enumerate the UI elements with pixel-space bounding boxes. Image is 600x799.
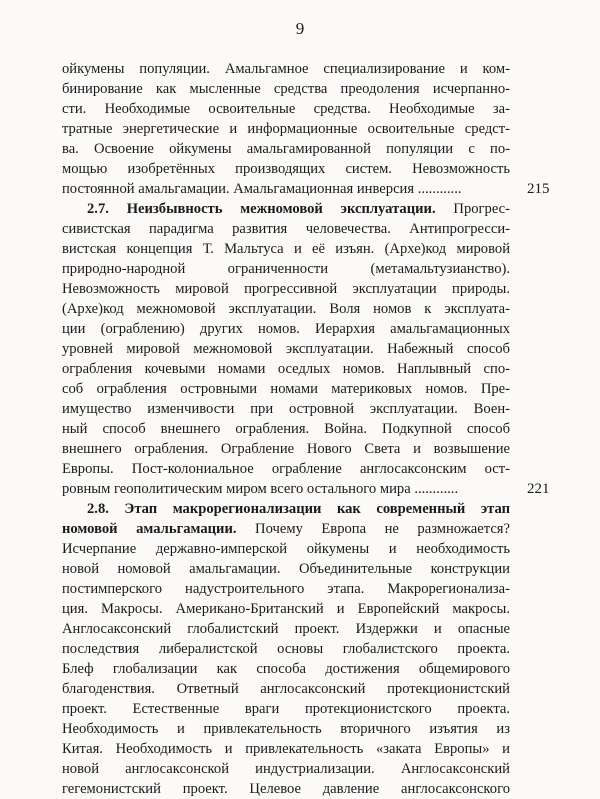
text-line: природно-народной ограниченности (метамальтузианство).	[62, 261, 510, 277]
text-line: постимперского надустроительного этапа. Макрорегионализа-	[62, 581, 510, 597]
text-line: последствия либералистской основы глобалистского проекта.	[62, 641, 510, 657]
section-heading-line	[62, 519, 510, 539]
table-of-contents	[62, 59, 510, 799]
text-line: Невозможность мировой прогрессивной эксплуатации природы.	[62, 281, 510, 297]
section-heading-line	[62, 199, 510, 219]
text-line: ция. Макросы. Американо-Британский и Европейский макросы.	[62, 601, 510, 617]
text-line: имущество изменчивости при островной эксплуатации. Воен-	[62, 401, 510, 417]
text-line: ограбления кочевыми номами оседлых номов. Наплывный спо-	[62, 361, 510, 377]
text-fragment: Прогрес-	[435, 201, 511, 217]
text-line: ровным геополитическим миром всего остального мира ............	[62, 481, 459, 497]
text-line: Исчерпание державно-имперской ойкумены и необходимость	[62, 541, 510, 557]
text-line: ва. Освоение ойкумены амальгамированной популяции с по-	[62, 141, 510, 157]
toc-page-ref: 221	[527, 481, 550, 497]
text-line: сивистская парадигма развития человечества. Антипрогресси-	[62, 221, 510, 237]
text-line: новой англосаксонской индустриализации. Англосаксонский	[62, 761, 510, 777]
text-line: внешнего ограбления. Ограбление Нового Света и возвышение	[62, 441, 510, 457]
text-line: Необходимость и привлекательность вторичного изъятия из	[62, 721, 510, 737]
text-line: проект. Естественные враги протекционистского проекта.	[62, 701, 510, 717]
text-line: ойкумены популяции. Амальгамное специализирование и ком-	[62, 61, 510, 77]
text-line: новой номовой амальгамации. Объединительные конструкции	[62, 561, 510, 577]
toc-page-ref: 215	[527, 181, 550, 197]
text-line: гегемонистский проект. Целевое давление англосаксонского	[62, 781, 510, 797]
text-line: ции (ограблению) других номов. Иерархия амальгамационных	[62, 321, 510, 337]
text-line: Англосаксонский глобалистский проект. Издержки и опасные	[62, 621, 510, 637]
section-heading: 2.8. Этап макрорегионализации как современный этап	[87, 501, 510, 517]
text-line: уровней мировой межномовой эксплуатации. Набежный способ	[62, 341, 510, 357]
text-line: тратные энергетические и информационные освоительные средст-	[62, 121, 510, 137]
text-line: мощью изобретённых производящих систем. Невозможность	[62, 161, 510, 177]
section-heading: 2.7. Неизбывность межномовой эксплуатации.	[87, 201, 436, 217]
text-line: Европы. Пост-колониальное ограбление англосаксонским ост-	[62, 461, 510, 477]
text-line: соб ограбления островными номами материковых номов. Пре-	[62, 381, 510, 397]
text-line: Блеф глобализации как способа достижения общемирового	[62, 661, 510, 677]
text-line: Китая. Необходимость и привлекательность «заката Европы» и	[62, 741, 510, 757]
section-heading-cont: номовой амальгамации.	[62, 521, 237, 537]
text-line: сти. Необходимые освоительные средства. Необходимые за-	[62, 101, 510, 117]
text-line: постоянной амальгамации. Амальгамационная инверсия ............	[62, 181, 462, 197]
text-line: ный способ внешнего ограбления. Война. Подкупной способ	[62, 421, 510, 437]
text-line: вистская концепция Т. Мальтуса и её изъян. (Архе)код мировой	[62, 241, 510, 257]
text-line: (Архе)код межномовой эксплуатации. Воля номов к эксплуата-	[62, 301, 510, 317]
text-line: благоденствия. Ответный англосаксонский протекционистский	[62, 681, 510, 697]
page-number: 9	[295, 19, 305, 38]
text-fragment: Почему Европа не размножается?	[236, 521, 510, 537]
text-line: бинирование как мысленные средства преодоления исчерпанно-	[62, 81, 510, 97]
